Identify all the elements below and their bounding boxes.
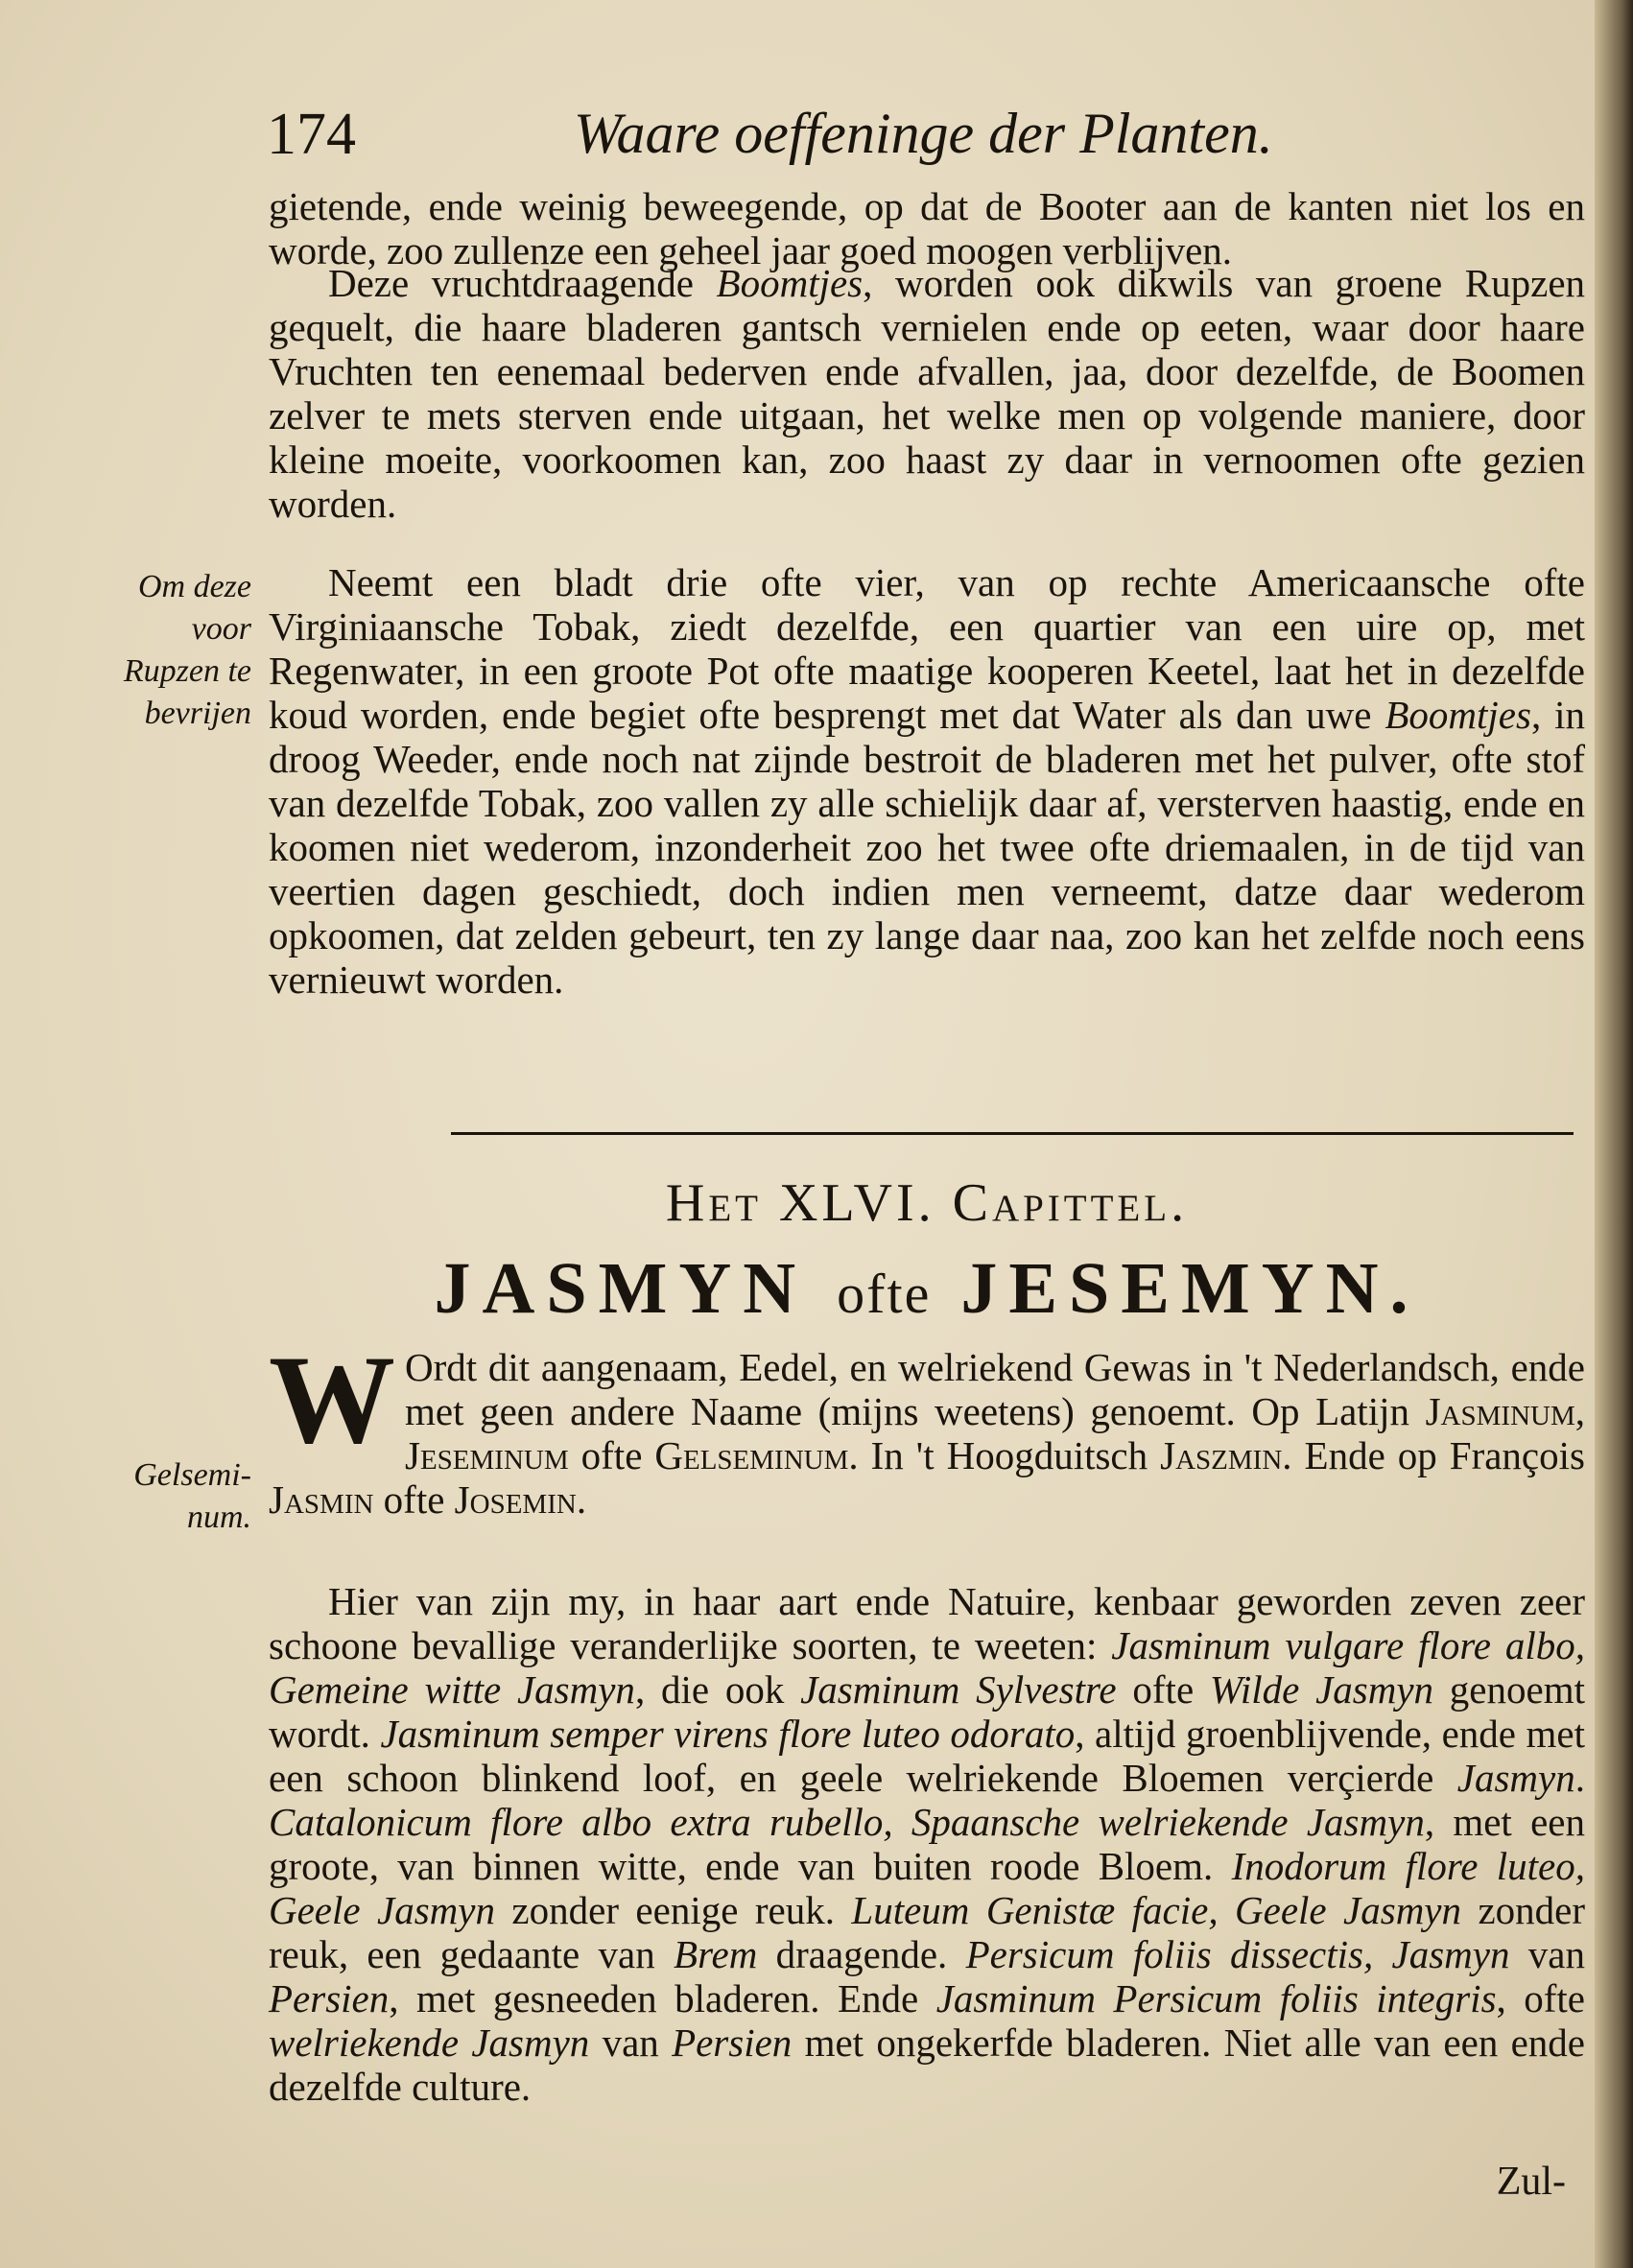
paragraph-jasmyn-soorten: Hier van zijn my, in haar aart ende Natuire, kenbaar geworden zeven zeer schoone bevallige veranderlijke soorten, te weeten: Jasminum vulgare flore albo, Gemeine witte Jasmyn, die ook Jasminum Sylvestre ofte Wilde Jasmyn genoemt wordt. Jasminum semper virens flore luteo odorato, altijd groenblijvende, ende met een schoon blinkend loof, en geele welriekende Bloemen verçierde Jasmyn. Catalonicum flore albo extra rubello, Spaansche welriekende Jasmyn, met een groote, van binnen witte, ende van buiten roode Bloem. Inodorum flore luteo, Geele Jasmyn zonder eenige reuk. Luteum Genistæ facie, Geele Jasmyn zonder reuk, een gedaante van Brem draagende. Persicum foliis dissectis, Jasmyn van Persien, met gesneeden bladeren. Ende Jasminum Persicum foliis integris, ofte welriekende Jasmyn van Persien met ongekerfde bladeren. Niet alle van een ende dezelfde culture.	[269, 1579, 1586, 2109]
catchword: Zul-	[1496, 2160, 1566, 2204]
paragraph-rupzen: Deze vruchtdraagende Boomtjes, worden ook dikwils van groene Rupzen gequelt, die haare bladeren gantsch vernielen ende op eeten, waar door haare Vruchten ten eenemaal bederven ende afvallen, jaa, door dezelfde, de Boomen zelver te mets sterven ende uitgaan, het welke men op volgende maniere, door kleine moeite, voorkoomen kan, zoo haast zy daar in vernoomen ofte gezien worden.	[269, 261, 1586, 526]
drop-cap: W	[269, 1329, 395, 1470]
margin-note-rupzen: Om deze voor Rupzen te bevrijen	[123, 569, 251, 731]
running-title: Waare oeffeninge der Planten.	[574, 102, 1273, 165]
chapter-heading: Het XLVI. Capittel.	[665, 1173, 1189, 1233]
paragraph-jasmyn-names: W Ordt dit aangenaam, Eedel, en welriekend Gewas in 't Nederlandsch, ende met geen andere Naame (mijns weetens) genoemt. Op Latijn Jasminum, Jeseminum ofte Gelseminum. In 't Hoogduitsch Jaszmin. Ende op François Jasmin ofte Josemin.	[269, 1329, 1585, 1522]
chapter-title: JASMYN ofte JESEMYN.	[434, 1248, 1420, 1329]
paragraph-tobak: Neemt een bladt drie ofte vier, van op rechte Americaansche ofte Virginiaansche Tobak, ziedt dezelfde, een quartier van een uire op, met Regenwater, in een groote Pot ofte maatige kooperen Keetel, laat het in dezelfde koud worden, ende begiet ofte besprengt met dat Water als dan uwe Boomtjes, in droog Weeder, ende noch nat zijnde bestroit de bladeren met het pulver, ofte stof van dezelfde Tobak, zoo vallen zy alle schielijk daar af, versterven haastig, ende en koomen niet wederom, inzonderheit zoo het twee ofte driemaalen, in de tijd van veertien dagen geschiedt, doch indien men verneemt, datze daar wederom opkoomen, dat zelden gebeurt, ten zy lange daar naa, zoo kan het zelfde noch eens vernieuwt worden.	[269, 560, 1585, 1002]
page-header	[267, 101, 1572, 177]
page-number: 174	[267, 102, 356, 167]
paragraph-booter: gietende, ende weinig beweegende, op dat de Booter aan de kanten niet los en worde, zoo zullenze een geheel jaar goed moogen verblijven.	[269, 184, 1585, 272]
margin-note-gelseminum: Gelsemi- num.	[133, 1457, 251, 1535]
section-divider-rule	[451, 1132, 1574, 1135]
book-binding-edge	[1595, 0, 1633, 2268]
